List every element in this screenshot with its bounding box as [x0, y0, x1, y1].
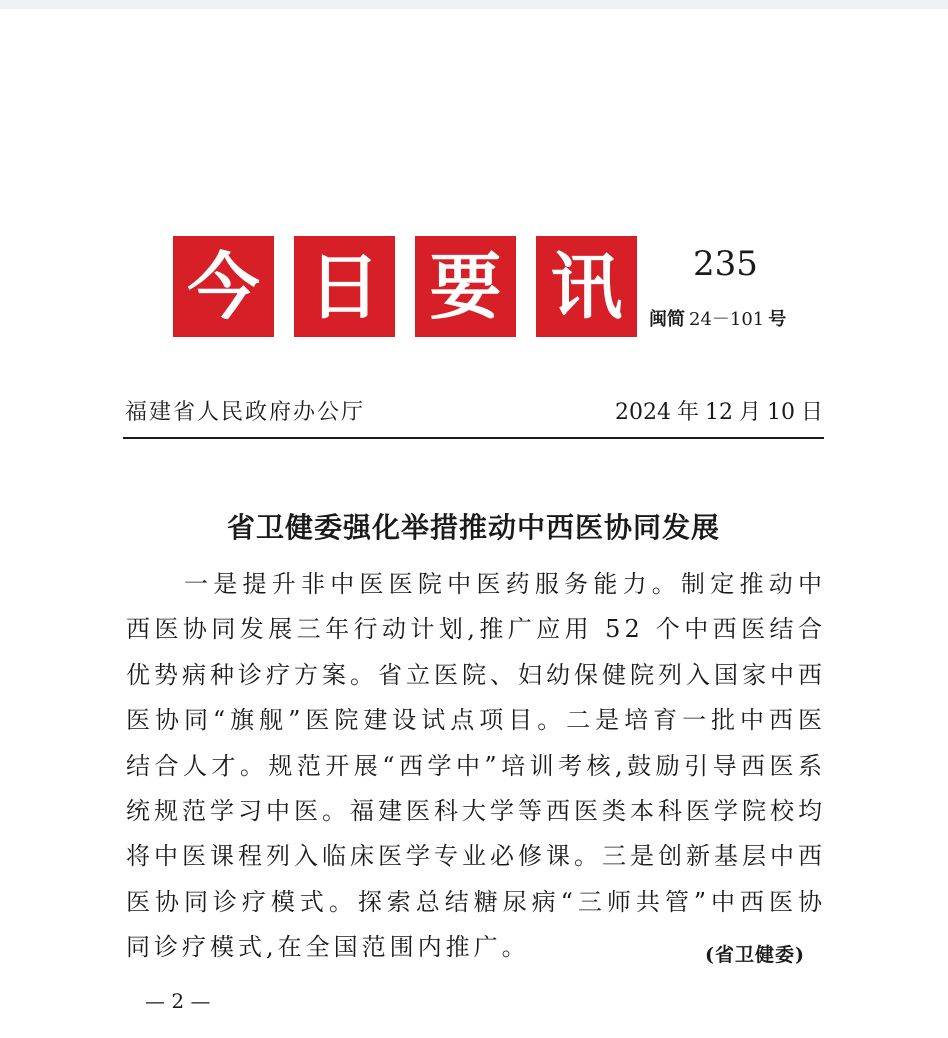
date-month: 12 [704, 400, 733, 425]
article-body: 一是提升非中医医院中医药服务能力。制定推动中西医协同发展三年行动计划,推广应用 52 个中西医结合优势病种诊疗方案。省立医院、妇幼保健院列入国家中西医协同“旗舰”医院建设试点项目。二是培育一批中西医结合人才。规范开展“西学中”培训考核,鼓励引导西医系统规范学习中医。福建医科大学等西医类本科医学院校均将中医课程列入临床医学专业必修课。三是创新基层中西医协同诊疗模式。探索总结糖尿病“三师共管”中西医协同诊疗模式,在全国范围内推广。 [126, 570, 826, 962]
issuer: 福建省人民政府办公厅 [125, 400, 366, 425]
date-year-unit: 年 [676, 400, 699, 425]
article-source: (省卫健委) [705, 944, 805, 966]
issue-number: 235 [693, 244, 758, 284]
page-number [145, 986, 210, 1016]
page-dash-right: — [190, 989, 211, 1013]
doc-code-prefix: 闽简 [649, 309, 685, 330]
masthead-char-1: 今 [173, 236, 274, 337]
doc-code-suffix: 号 [768, 309, 787, 330]
date-year: 2024 [614, 400, 671, 425]
article-headline: 省卫健委强化举措推动中西医协同发展 [226, 511, 720, 544]
page-number-value: 2 [171, 989, 185, 1013]
date-day: 10 [766, 400, 795, 425]
date-month-unit: 月 [738, 400, 761, 425]
doc-code-number: 24－101 [689, 309, 765, 330]
date-day-unit: 日 [800, 400, 823, 425]
issue-date [615, 398, 823, 428]
top-strip [0, 0, 948, 9]
masthead-char-4: 讯 [536, 236, 637, 337]
page-dash-left: — [145, 989, 165, 1013]
masthead-char-2: 日 [294, 236, 395, 337]
masthead-logo [173, 236, 637, 337]
document-code [649, 308, 786, 332]
header-divider [123, 437, 824, 439]
masthead-char-3: 要 [415, 236, 516, 337]
